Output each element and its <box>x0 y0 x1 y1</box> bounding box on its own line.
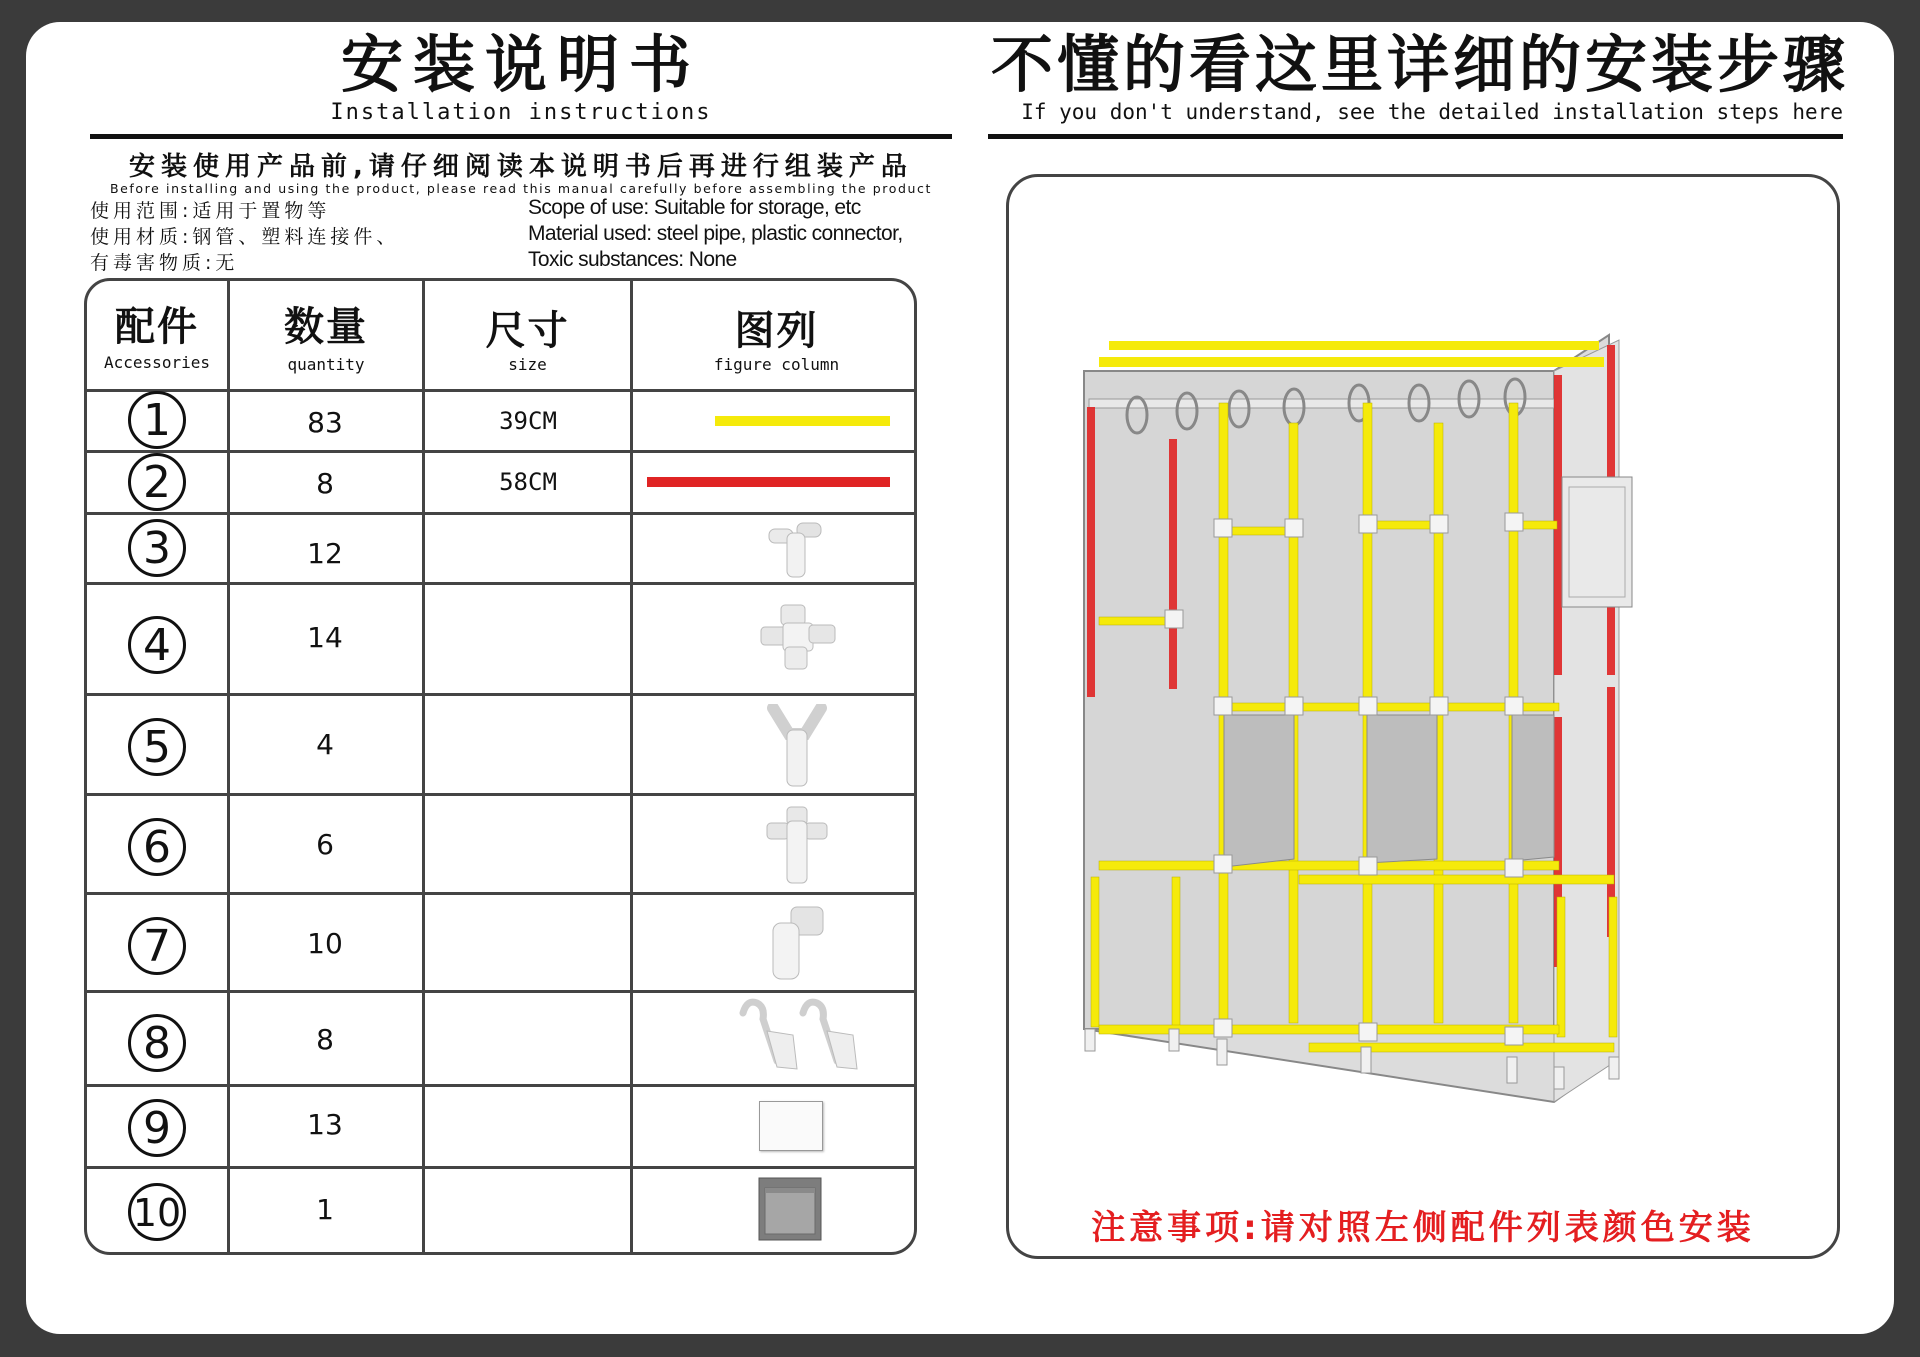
part-number: 5 <box>128 718 186 776</box>
part-quantity: 10 <box>307 927 343 960</box>
part-number: 2 <box>128 453 186 511</box>
row-divider <box>87 512 914 515</box>
part-quantity: 1 <box>316 1193 334 1226</box>
row-divider <box>87 582 914 585</box>
row-divider <box>87 892 914 895</box>
hook-icon <box>737 997 867 1073</box>
notice-text-en: Before installing and using the product, please read this manual carefully before assembling the product <box>109 181 933 196</box>
assembly-diagram-panel <box>1006 174 1840 1259</box>
part-number: 1 <box>128 391 186 449</box>
three-way-connector-icon <box>767 519 827 579</box>
info-material-zh: 使用材质:钢管、塑料连接件、 <box>90 226 400 248</box>
header-accessories: 配件 <box>115 304 199 350</box>
diagram-subtitle: If you don't understand, see the detailed installation steps here <box>1021 100 1843 124</box>
part-number: 9 <box>128 1099 186 1157</box>
row-divider <box>87 389 914 392</box>
row-divider <box>87 450 914 453</box>
part-quantity: 6 <box>316 828 334 861</box>
header-quantity-en: quantity <box>287 355 365 374</box>
red-tube-figure <box>647 477 890 487</box>
part-number: 3 <box>128 519 186 577</box>
info-scope-zh: 使用范围:适用于置物等 <box>90 200 331 222</box>
page-title: 安装说明书 <box>340 28 701 101</box>
part-number: 4 <box>128 616 186 674</box>
part-number: 10 <box>128 1183 186 1241</box>
part-number: 6 <box>128 818 186 876</box>
elbow-connector-icon <box>767 903 827 983</box>
part-size: 58CM <box>499 468 557 496</box>
row-divider <box>87 1166 914 1169</box>
part-quantity: 14 <box>307 621 343 654</box>
diagram-title: 不懂的看这里详细的安装步骤 <box>990 28 1849 101</box>
wardrobe-diagram <box>1009 177 1840 1259</box>
header-accessories-en: Accessories <box>104 353 210 372</box>
part-quantity: 8 <box>316 1023 334 1056</box>
info-material-en: Material used: steel pipe, plastic connector, <box>528 222 903 245</box>
y-connector-icon <box>767 704 827 788</box>
four-way-connector-icon <box>765 805 829 885</box>
shelf-board-icon <box>759 1101 823 1151</box>
page-subtitle: Installation instructions <box>330 100 712 125</box>
row-divider <box>87 793 914 796</box>
title-divider <box>90 134 952 139</box>
info-toxic-en: Toxic substances: None <box>528 248 737 271</box>
header-figure-en: figure column <box>713 355 840 374</box>
side-pocket-icon <box>757 1176 823 1242</box>
info-scope-en: Scope of use: Suitable for storage, etc <box>528 196 861 219</box>
yellow-tube-figure <box>715 416 890 426</box>
part-quantity: 13 <box>307 1108 343 1141</box>
part-quantity: 8 <box>316 467 334 500</box>
row-divider <box>87 693 914 696</box>
part-quantity: 12 <box>307 537 343 570</box>
notice-text: 安装使用产品前,请仔细阅读本说明书后再进行组装产品 <box>129 152 913 182</box>
part-quantity: 83 <box>307 406 343 439</box>
header-size: 尺寸 <box>485 308 570 354</box>
part-number: 8 <box>128 1014 186 1072</box>
header-size-en: size <box>508 355 547 374</box>
caution-note: 注意事项:请对照左侧配件列表颜色安装 <box>1091 1208 1755 1248</box>
header-figure: 图列 <box>734 308 819 354</box>
part-quantity: 4 <box>316 728 334 761</box>
row-divider <box>87 1084 914 1087</box>
five-way-connector-icon <box>759 603 839 673</box>
row-divider <box>87 990 914 993</box>
parts-table <box>84 278 917 1255</box>
part-size: 39CM <box>499 407 557 435</box>
header-quantity: 数量 <box>284 304 368 350</box>
info-toxic-zh: 有毒害物质:无 <box>90 252 239 274</box>
diagram-divider <box>988 134 1843 139</box>
part-number: 7 <box>128 917 186 975</box>
